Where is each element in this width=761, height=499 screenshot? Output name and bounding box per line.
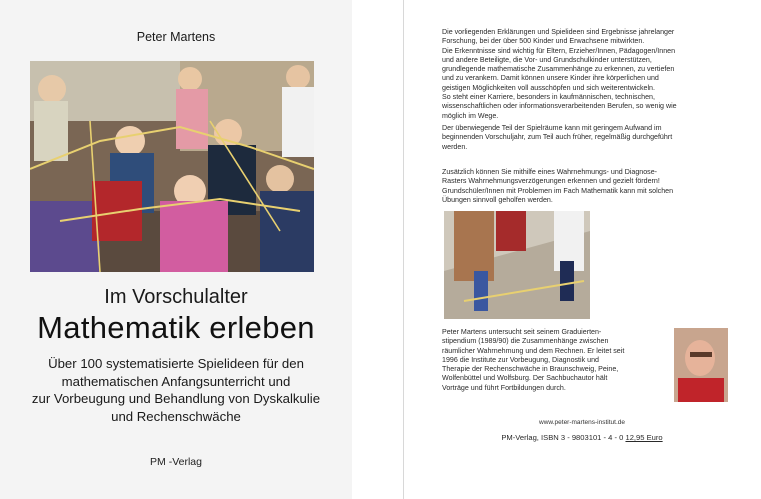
description-line: Über 100 systematisierte Spielideen für den <box>48 356 304 371</box>
description-line: mathematischen Anfangsunterricht und <box>61 373 291 389</box>
text-line: Grundschüler/Innen mit Problemen im Fach Mathematik kann mit solchen <box>442 186 674 195</box>
text-line: Wolfenbüttel und Wolfsburg. Der Sachbuchautor hält <box>442 374 608 383</box>
website-url: www.peter-martens-institut.de <box>539 419 625 426</box>
back-paragraph-usage <box>442 124 728 152</box>
text-line: Übungen sinnvoll geholfen werden. <box>442 195 553 204</box>
author-bio <box>442 328 666 393</box>
back-photo-children-walking <box>444 211 590 319</box>
book-title: Mathematik erleben <box>37 310 315 345</box>
isbn-line <box>403 433 761 442</box>
text-line: geistigen Möglichkeiten voll ausschöpfen und sich weiterentwickeln. <box>442 83 655 92</box>
text-line: Therapie der Rechenschwäche in Braunschweig, Peine, <box>442 365 619 374</box>
text-line: So steht einer Karriere, besonders in kaufmännischen, technischen, <box>442 93 655 102</box>
text-line: Forschung, bei der über 500 Kinder und Erwachsene mitwirkten. <box>442 37 645 46</box>
back-paragraph-research <box>442 28 728 121</box>
text-line: wissenschaftlichen oder informationsverarbeitenden Berufen, so wenig wie <box>442 102 677 111</box>
text-line: Zusätzlich können Sie mithilfe eines Wahrnehmungs- und Diagnose- <box>442 168 658 176</box>
text-line: Der überwiegende Teil der Spielräume kann mit geringem Aufwand im <box>442 124 662 132</box>
text-line: Vorträge und führt Fortbildungen durch. <box>442 383 566 392</box>
description-line: und Rechenschwäche <box>111 408 241 424</box>
author-portrait <box>674 328 728 402</box>
back-photo-illustration <box>444 211 590 319</box>
book-description <box>14 355 338 425</box>
cover-photo-children-with-string <box>30 61 314 272</box>
text-line: werden. <box>442 142 468 151</box>
text-line: Rasters Wahrnehmungsverzögerungen erkennen und gezielt fördern! <box>442 177 660 186</box>
description-line: zur Vorbeugung und Behandlung von Dyskalkulie <box>31 391 321 406</box>
text-line: stipendium (1989/90) die Zusammenhänge zwischen <box>442 337 609 346</box>
text-line: und zu verankern. Damit können unsere Kinder ihre körperlichen und <box>442 74 659 83</box>
text-line: räumlicher Wahrnehmung und dem Rechnen. Er leitet seit <box>442 346 625 355</box>
cover-photo-illustration <box>30 61 314 272</box>
text-line: Peter Martens untersucht seit seinem Graduierten- <box>442 328 602 336</box>
publisher-name: PM -Verlag <box>150 456 202 468</box>
spine-gap <box>352 0 403 499</box>
back-paragraph-diagnosis <box>442 168 728 205</box>
price: 12,95 Euro <box>625 433 663 442</box>
isbn-text: PM-Verlag, ISBN 3 - 9803101 - 4 - 0 <box>501 433 624 442</box>
text-line: und andere Beteiligte, die Vor- und Grundschulkinder unterstützen, <box>442 55 652 64</box>
front-cover <box>0 0 352 499</box>
text-line: beginnenden Vorschuljahr, zum Teil auch früher, regelmäßig durchgeführt <box>442 133 673 142</box>
author-name: Peter Martens <box>136 30 216 44</box>
text-line: Die Erkenntnisse sind wichtig für Eltern, Erzieher/Innen, Pädagogen/Innen <box>442 46 676 55</box>
text-line: Die vorliegenden Erklärungen und Spielideen sind Ergebnisse jahrelanger <box>442 28 675 36</box>
text-line: grundlegende mathematische Zusammenhänge zu erkennen, zu vertiefen <box>442 65 675 74</box>
author-portrait-illustration <box>674 328 728 402</box>
book-subtitle: Im Vorschulalter <box>104 286 248 308</box>
text-line: möglich im Wege. <box>442 111 499 120</box>
text-line: 1996 die Institute zur Vorbeugung, Diagnostik und <box>442 355 599 364</box>
